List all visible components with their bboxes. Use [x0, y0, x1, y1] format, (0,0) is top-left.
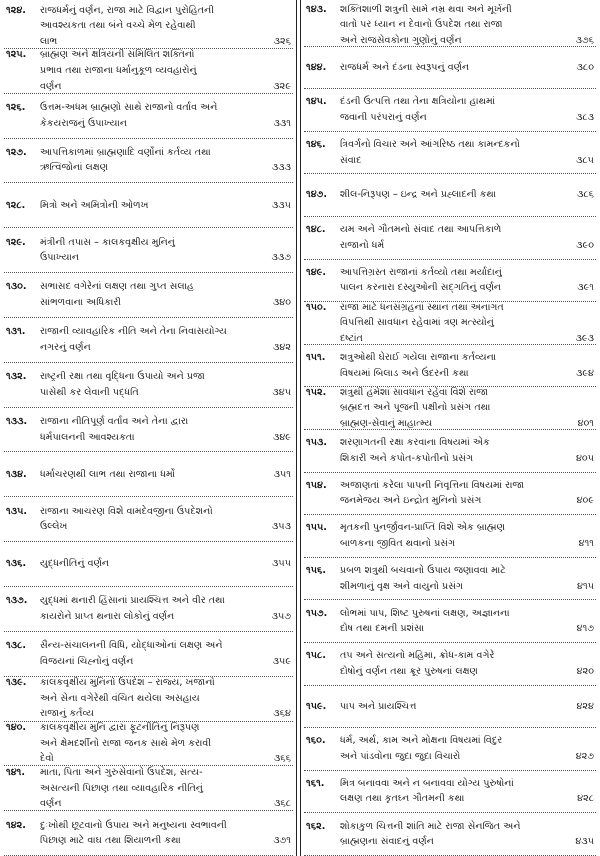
entry-number: ૧૫૭.	[306, 607, 328, 619]
entry-number: ૧૨૯.	[6, 236, 26, 248]
toc-entry	[4, 766, 293, 811]
entry-title-line: બાળકના જીવિત થવાનો પ્રસંગ	[340, 537, 456, 549]
entry-title-line: અને સેના વગેરેથી વંચિત થયેલા અસહાય	[40, 692, 200, 704]
entry-title-line: દેવો	[40, 753, 54, 765]
entry-number: ૧૪૨.	[6, 819, 26, 831]
toc-entry	[4, 632, 293, 677]
entry-title-line: પ્રબળ શત્રુથી બચવાનો ઉપાય જણાવવા માટે	[340, 564, 506, 576]
entry-title-line: અજાણતાં કરેલા પાપની નિવૃત્તિના વિષયમાં રાજા	[340, 479, 525, 491]
entry-title-line: અસત્યની પિછાણ તથા વ્યાવહારિક નીતિનું	[40, 782, 203, 794]
toc-entry	[304, 473, 596, 516]
entry-number: ૧૩૪.	[6, 468, 27, 480]
toc-entry	[304, 558, 596, 601]
entry-page-number: ૪૨૦	[576, 665, 594, 677]
entry-page-number: ૪૩૫	[575, 836, 594, 848]
entry-title-line: રાજાના આચરણ વિશે વામદેવજીના ઉપદેશનો	[40, 505, 213, 517]
toc-entry	[304, 302, 596, 345]
entry-title-line: આપત્તિગ્રસ્ત રાજાનાં કર્તવ્યો તથા મર્યાદાનું	[340, 266, 502, 278]
entry-number: ૧૫૧.	[306, 352, 326, 364]
entry-title-line: નગરનું વર્ણન	[40, 341, 91, 353]
entry-number: ૧૨૭.	[6, 146, 27, 158]
entry-title-line: રાજાના નીતિપૂર્ણ વર્તાવ અને તેના દ્વારા	[40, 415, 189, 427]
entry-number: ૧૩૦.	[6, 281, 27, 293]
entry-page-number: ૩૪૨	[273, 341, 291, 353]
entry-number: ૧૫૫.	[306, 522, 327, 534]
entry-title-line: જનમેજય અને ઇન્દ્રોત મુનિનો પ્રસંગ	[340, 495, 482, 507]
toc-entry	[304, 643, 596, 686]
entry-number: ૧૪૦.	[6, 722, 27, 734]
entry-number: ૧૬૧.	[306, 777, 325, 789]
entry-title-line: લક્ષણ તથા કૃતઘ્ન ગૌતમની કથા	[340, 793, 465, 805]
entry-title-line: સભાસદ વગેરેનાં લક્ષણ તથા ગુપ્ત સલાહ	[40, 281, 194, 293]
entry-title-line: લોભમાં પાપ, શિષ્ટ પુરુષનાં લક્ષણ, અજ્ઞાનના	[340, 607, 510, 619]
entry-page-number: ૩૫૫	[272, 558, 291, 570]
toc-entry	[4, 587, 293, 632]
entry-title-line: મૃતકની પુનર્જીવન-પ્રાપ્તિ વિશે એક બ્રાહ્મણ	[340, 522, 506, 534]
entry-page-number: ૪૧૫	[577, 580, 594, 592]
entry-title-line: મિત્રો અને અમિત્રોની ઓળખ	[40, 199, 149, 211]
entry-page-number: ૩૫૯	[272, 655, 291, 667]
toc-left-column	[4, 4, 293, 856]
entry-number: ૧૩૫.	[6, 505, 28, 517]
entry-title-line: વર્ણન	[40, 80, 62, 92]
entry-page-number: ૩૯૦	[576, 239, 594, 251]
entry-title-line: આપત્તિકાળમાં બ્રાહ્મણાદિ વર્ણોનાં કર્તવ્ય તથા	[40, 146, 211, 158]
entry-title-line: લાભ	[40, 35, 58, 47]
entry-page-number: ૩૨૬	[273, 35, 291, 47]
entry-title-line: પાલન કરનારા દસ્યુઓની સદ્ગતિનું વર્ણન	[340, 282, 502, 294]
entry-number: ૧૪૬.	[306, 139, 326, 151]
entry-title-line: શરણાગતની રક્ષા કરવાના વિષયમાં એક	[340, 437, 490, 449]
entry-page-number: ૩૫૭	[271, 610, 291, 622]
entry-page-number: ૩૬૬	[273, 753, 291, 765]
entry-page-number: ૪૨૪	[576, 700, 594, 712]
entry-title-line: ત્રિવર્ગનો વિચાર અને આંગરિષ્ઠ તથા કામન્દકનો	[340, 139, 520, 151]
entry-title-line: પાસેથી કર લેવાની પદ્ધતિ	[40, 386, 139, 398]
toc-entry	[304, 686, 596, 729]
entry-title-line: કાલકવૃક્ષીય મુનિ દ્વારા ફૂટનીતિનું નિરૂપણ	[40, 722, 200, 734]
entry-title-line: કાયરોને પ્રાપ્ત થનારા લોકોનું વર્ણન	[40, 610, 175, 622]
entry-title-line: વિજયનાં ચિહ્નોનું વર્ણન	[40, 655, 134, 667]
toc-entry	[304, 89, 596, 132]
entry-title-line: રાજધર્મનું વર્ણન, રાજા માટે વિદ્વાન પુરોહિતની	[40, 4, 214, 16]
entry-number: ૧૩૩.	[6, 415, 28, 427]
entry-title-line: વાતો પર ધ્યાન ન દેવાનો ઉપદેશ તથા રાજા	[340, 19, 503, 31]
entry-page-number: ૩૨૯	[273, 80, 291, 92]
entry-number: ૧૩૯.	[6, 677, 27, 689]
entry-title-line: બ્રહ્મદત્ત અને પૂજની પક્ષીનો પ્રસંગ તથા	[340, 402, 491, 414]
entry-page-number: ૪૧૭	[576, 623, 594, 635]
entry-title-line: રાષ્ટ્રની રક્ષા તથા વૃદ્ધિના ઉપાયો અને પ્રજા	[40, 371, 205, 383]
toc-entry	[4, 139, 293, 184]
entry-number: ૧૪૮.	[306, 224, 326, 236]
entry-page-number: ૪૦૫	[575, 452, 594, 464]
entry-number: ૧૨૫.	[6, 49, 27, 61]
entry-title-line: શત્રુથી હંમેશાં સાવધાન રહેવા વિશે રાજા	[340, 387, 489, 398]
entry-number: ૧૩૧.	[6, 326, 26, 338]
entry-title-line: રાજધર્મ અને દંડના સ્વરૂપનું વર્ણન	[340, 61, 470, 73]
toc-entry	[304, 515, 596, 558]
entry-title-line: પિછાણ માટે વાઘ તથા શિયાળની કથા	[40, 835, 181, 847]
entry-title-line: કાલકવૃક્ષીય મુનિનો ઉપદેશ – રાજ્ય, ખજાનો	[40, 677, 215, 689]
entry-page-number: ૩૪૯	[272, 431, 291, 443]
entry-page-number: ૩૩૧	[273, 117, 291, 129]
toc-entry	[304, 217, 596, 260]
entry-title-line: અને પાંડવોના જુદા જુદા વિચારો	[340, 750, 461, 762]
toc-entry	[4, 722, 293, 767]
entry-title-line: મંત્રીની તપાસ – કાલકવૃક્ષીય મુનિનું	[40, 236, 175, 248]
entry-title-line: સાંભળવાના અધિકારી	[40, 296, 122, 308]
entry-page-number: ૩૬૪	[273, 708, 291, 720]
entry-number: ૧૩૨.	[6, 371, 27, 383]
entry-number: ૧૪૧.	[6, 766, 25, 778]
entry-title-line: માતા, પિતા અને ગુરુસેવાનો ઉપદેશ, સત્ય-	[40, 766, 203, 778]
entry-title-line: કેકયરાજનું ઉપાખ્યાન	[40, 117, 127, 129]
toc-entry	[4, 273, 293, 318]
toc-entry	[4, 49, 293, 94]
entry-number: ૧૪૫.	[306, 96, 327, 108]
entry-title-line: વિષયમાં બિલાડ અને ઉંદરની કથા	[340, 367, 469, 379]
entry-number: ૧૫૦.	[306, 302, 327, 313]
entry-title-line: દોષોનું વર્ણન તથા ક્રૂર પુરુષનાં લક્ષણ	[340, 665, 478, 677]
entry-title-line: વર્ણન	[40, 798, 62, 810]
entry-number: ૧૫૩.	[306, 437, 328, 449]
entry-title-line: ઋત્વિજોનાં લક્ષણ	[40, 162, 109, 174]
entry-title-line: યુદ્ધનીતિનું વર્ણન	[40, 558, 110, 570]
entry-page-number: ૩૮૬	[576, 189, 594, 201]
entry-title-line: બ્રાહ્મણના સંવાદનું વર્ણન	[340, 836, 434, 848]
entry-number: ૧૫૮.	[306, 650, 326, 662]
entry-page-number: ૪૧૧	[578, 537, 594, 549]
entry-title-line: યુદ્ધમાં થનારી હિંસાનાં પ્રાયશ્ચિત્ત અને વીર તથા	[40, 595, 225, 607]
entry-number: ૧૪૪.	[306, 61, 327, 73]
entry-title-line: રાજાની વ્યાવહારિક નીતિ અને તેના નિવાસયોગ્ય	[40, 326, 227, 338]
entry-title-line: અને રાજસેવકોના ગુણોનું વર્ણન	[340, 34, 462, 46]
toc-entry	[4, 408, 293, 453]
toc-entry	[304, 600, 596, 643]
entry-title-line: શોકાકુળ ચિત્તની શાંતિ માટે રાજા સેનજિત અને	[340, 820, 521, 832]
entry-number: ૧૫૬.	[306, 564, 327, 576]
entry-page-number: ૪૨૮	[577, 793, 594, 805]
entry-title-line: ઉત્તમ-અધમ બ્રાહ્મણો સાથે રાજાનો વર્તાવ અને	[40, 102, 218, 114]
entry-title-line: ઉલ્લેખ	[40, 521, 68, 533]
entry-title-line: મિત્ર બનાવવા અને ન બનાવવા યોગ્ય પુરુષોનાં	[340, 777, 514, 789]
entry-number: ૧૬૨.	[306, 820, 326, 832]
toc-entry	[304, 174, 596, 217]
entry-number: ૧૨૪.	[6, 4, 26, 16]
entry-title-line: પાપ અને પ્રાયશ્ચિત્ત	[340, 700, 417, 712]
entry-number: ૧૨૬.	[6, 102, 26, 114]
toc-entry	[304, 387, 596, 430]
toc-entry	[4, 542, 293, 587]
toc-entry	[4, 497, 293, 542]
entry-number: ૧૫૯.	[306, 700, 327, 712]
toc-entry	[304, 345, 596, 388]
toc-entry	[4, 94, 293, 139]
entry-page-number: ૩૮૩	[575, 111, 594, 123]
entry-page-number: ૩૯૩	[575, 332, 594, 344]
toc-entry	[304, 813, 596, 856]
entry-page-number: ૩૮૦	[576, 61, 594, 73]
entry-title-line: દષ્ટાંત	[340, 332, 363, 344]
toc-entry	[4, 228, 293, 273]
toc-entry	[304, 4, 596, 47]
toc-entry	[4, 318, 293, 363]
entry-title-line: રાજા માટે ધનસંગ્રહનાં સ્થાન તથા અનાગત	[340, 302, 504, 313]
entry-number: ૧૪૯.	[306, 266, 326, 278]
entry-number: ૧૩૬.	[6, 558, 27, 570]
toc-entry	[304, 430, 596, 473]
entry-page-number: ૩૩૩	[271, 162, 291, 174]
entry-title-line: દંડની ઉત્પત્તિ તથા તેના ક્ષત્રિયોના હાથમાં	[340, 96, 496, 108]
entry-page-number: ૩૮૫	[576, 154, 594, 166]
entry-title-line: ધર્માચરણથી લાભ તથા રાજાના ધર્મો	[40, 468, 176, 480]
entry-number: ૧૫૨.	[306, 387, 327, 398]
entry-title-line: અને ક્ષેમદર્શીનો રાજા જનક સાથે મેળ કરાવી	[40, 737, 212, 749]
entry-page-number: ૩૯૧	[577, 282, 594, 294]
entry-page-number: ૩૩૫	[271, 199, 291, 211]
entry-page-number: ૪૦૧	[577, 417, 594, 429]
entry-title-line: બ્રાહ્મણ અને ક્ષત્રિયની સંમિલિત શક્તિનો	[40, 49, 195, 61]
entry-page-number: ૩૪૦	[272, 296, 291, 308]
entry-title-line: સંવાદ	[340, 154, 362, 166]
entry-title-line: તપ અને સત્યનો મહિમા, ક્રોધ-કામ વગેરે	[340, 650, 495, 662]
column-divider	[296, 0, 301, 856]
toc-entry	[304, 132, 596, 175]
toc-entry	[4, 811, 293, 856]
entry-number: ૧૬૦.	[306, 735, 326, 747]
toc-entry	[304, 728, 596, 771]
entry-page-number: ૩૪૫	[272, 386, 291, 398]
entry-title-line: પ્રભાવ તથા રાજાના ધર્માનુકૂળ વ્યવહારોનું	[40, 65, 197, 76]
entry-title-line: વિપત્તિથી સાવધાન રહેવામાં ત્રણ મત્સ્યોનું	[340, 317, 494, 329]
entry-page-number: ૩૬૮	[273, 798, 291, 810]
entry-number: ૧૩૮.	[6, 640, 27, 652]
entry-title-line: શિકારી અને કપોત-કપોતીનો પ્રસંગ	[340, 452, 474, 464]
entry-title-line: દોષ તથા દમની પ્રશંસા	[340, 623, 425, 635]
entry-title-line: શત્રુઓથી ઘેરાઈ ગયેલા રાજાના કર્તવ્યના	[340, 352, 497, 364]
entry-title-line: ઉપાખ્યાન	[40, 252, 80, 264]
entry-title-line: બ્રાહ્મણ-સેવાનું માહાત્મ્ય	[340, 417, 433, 429]
toc-entry	[4, 363, 293, 408]
entry-page-number: ૩૯૪	[575, 367, 594, 379]
entry-page-number: ૪૨૭	[575, 750, 594, 762]
entry-title-line: શક્તિશાળી શત્રુની સામે નમ્ર થવા અને મૂર્ખની	[340, 4, 512, 15]
entry-number: ૧૩૭.	[6, 595, 28, 607]
entry-title-line: શીમળાનું વૃક્ષ અને વાયુનો પ્રસંગ	[340, 580, 464, 592]
entry-page-number: ૩૭૧	[273, 835, 291, 847]
entry-title-line: આવશ્યકતા તથા બંને વચ્ચે મેળ રહેવાથી	[40, 20, 196, 32]
toc-entry	[4, 4, 293, 49]
entry-page-number: ૩૫૧	[273, 468, 291, 480]
entry-title-line: દુઃખોથી છૂટવાનો ઉપાય અને મનુષ્યના સ્વભાવની	[40, 819, 227, 831]
toc-right-column	[304, 4, 596, 856]
toc-entry	[304, 260, 596, 303]
toc-entry	[4, 677, 293, 722]
entry-title-line: ધર્મ, અર્થ, કામ અને મોક્ષના વિષયમાં વિદુર	[340, 735, 503, 747]
entry-page-number: ૪૦૯	[576, 495, 594, 507]
entry-title-line: શીલ-નિરૂપણ – ઇન્દ્ર અને પ્રહ્લાદની કથા	[340, 189, 497, 201]
toc-entry	[4, 452, 293, 497]
entry-number: ૧૪૭.	[306, 189, 327, 201]
entry-title-line: ધર્મપાલનની આવશ્યકતા	[40, 431, 135, 443]
entry-title-line: યમ અને ગૌતમનો સંવાદ તથા આપત્તિકાળે	[340, 224, 502, 236]
entry-title-line: સૈન્ય-સંચાલનની વિધિ, યોદ્ધાઓનાં લક્ષણ અને	[40, 640, 223, 652]
entry-page-number: ૩૭૬	[575, 34, 594, 46]
entry-title-line: રાજાનું કર્તવ્ય	[40, 708, 95, 720]
entry-page-number: ૩૩૭	[271, 252, 291, 264]
entry-number: ૧૪૩.	[306, 4, 327, 15]
toc-entry	[4, 183, 293, 228]
entry-number: ૧૨૮.	[6, 199, 26, 211]
entry-number: ૧૫૪.	[306, 479, 327, 491]
toc-entry	[304, 771, 596, 814]
entry-page-number: ૩૫૩	[271, 521, 291, 533]
entry-title-line: જવાની પરંપરાનું વર્ણન	[340, 111, 427, 123]
toc-entry	[304, 47, 596, 90]
entry-title-line: રાજાનો ધર્મ	[340, 239, 385, 251]
